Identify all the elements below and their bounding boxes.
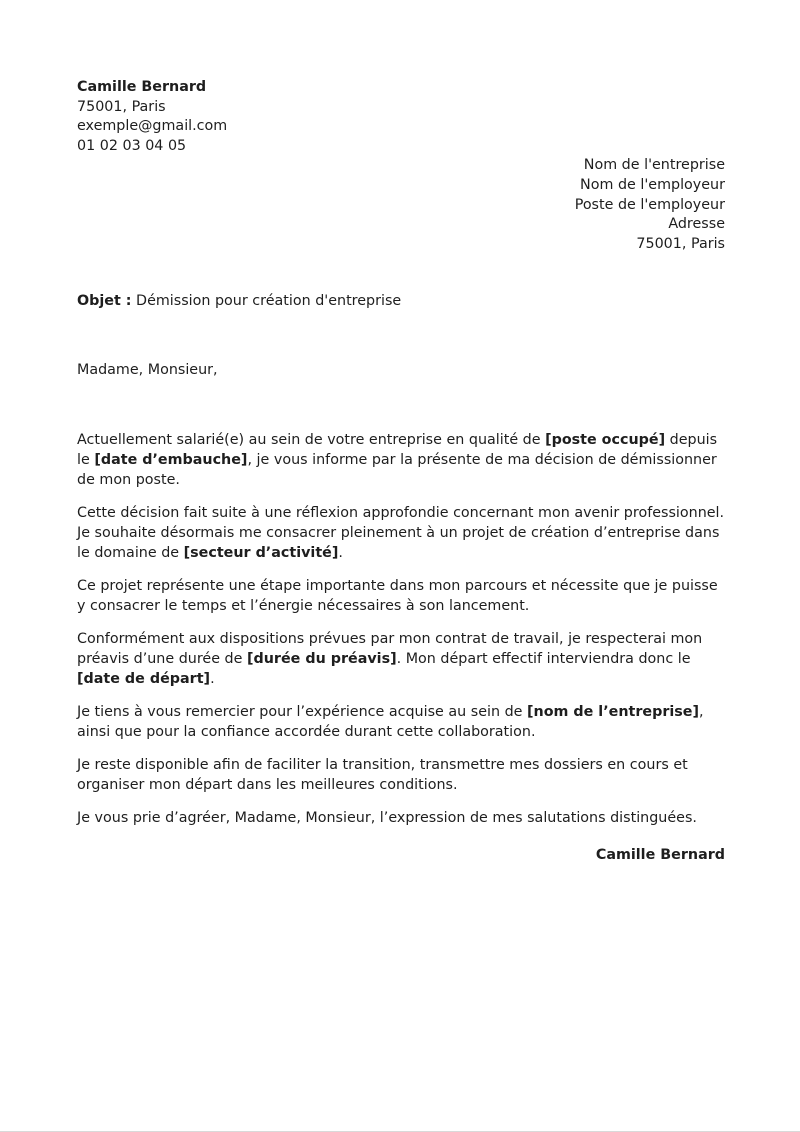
paragraph-text: Cette décision fait suite à une réflexion approfondie concernant mon avenir professionnel. Je souhaite désormais me consacrer pleinement à un projet de création d’entreprise dans le domaine de [77,505,725,561]
sender-email: exemple@gmail.com [77,118,228,135]
paragraph-text: . [338,545,343,561]
paragraph-text: Ce projet représente une étape importante dans mon parcours et nécessite que je puisse y consacrer le temps et l’énergie nécessaires à son lancement. [77,578,718,614]
paragraph-text: . Mon départ effectif interviendra donc le [396,651,691,667]
paragraph-text: . [210,671,215,687]
paragraph-1 [77,430,725,490]
subject-text: Démission pour création d'entreprise [131,293,402,309]
signature: Camille Bernard [595,847,725,863]
recipient-city: 75001, Paris [636,236,725,253]
recipient-block [575,156,725,255]
subject-label: Objet : [77,293,132,309]
paragraph-3 [77,576,725,616]
paragraph-text: depuis le [77,432,718,468]
recipient-address: Adresse [668,216,725,233]
placeholder-field: [nom de l’entreprise] [526,704,700,720]
sender-name: Camille Bernard [77,79,207,95]
paragraph-4 [77,629,725,689]
paragraph-5 [77,702,725,742]
paragraph-text: Actuellement salarié(e) au sein de votre entreprise en qualité de [77,432,546,448]
recipient-employer: Nom de l'employeur [580,176,725,193]
paragraph-7 [77,808,725,828]
paragraph-6 [77,755,725,795]
placeholder-field: [date d’embauche] [94,452,248,468]
paragraph-text: , ainsi que pour la confiance accordée durant cette collaboration. [77,704,704,740]
salutation: Madame, Monsieur, [77,362,218,378]
paragraph-text: Je tiens à vous remercier pour l’expérience acquise au sein de [77,704,527,720]
placeholder-field: [date de départ] [77,671,211,687]
recipient-company: Nom de l'entreprise [583,157,725,173]
subject-line [77,293,401,309]
sender-phone: 01 02 03 04 05 [77,137,187,154]
paragraph-text: Conformément aux dispositions prévues par mon contrat de travail, je respecterai mon préavis d’une durée de [77,631,703,667]
paragraph-text: , je vous informe par la présente de ma décision de démissionner de mon poste. [77,452,717,488]
paragraph-text: Je vous prie d’agréer, Madame, Monsieur, l’expression de mes salutations distinguées. [77,810,697,826]
paragraph-2 [77,503,725,563]
letter-body [77,430,725,841]
recipient-position: Poste de l'employeur [574,196,725,213]
sender-city: 75001, Paris [77,98,166,115]
placeholder-field: [secteur d’activité] [183,545,339,561]
paragraph-text: Je reste disponible afin de faciliter la transition, transmettre mes dossiers en cours et organiser mon départ dans les meilleures conditions. [77,757,688,793]
placeholder-field: [durée du préavis] [246,651,397,667]
sender-block [77,78,227,156]
placeholder-field: [poste occupé] [545,432,666,448]
